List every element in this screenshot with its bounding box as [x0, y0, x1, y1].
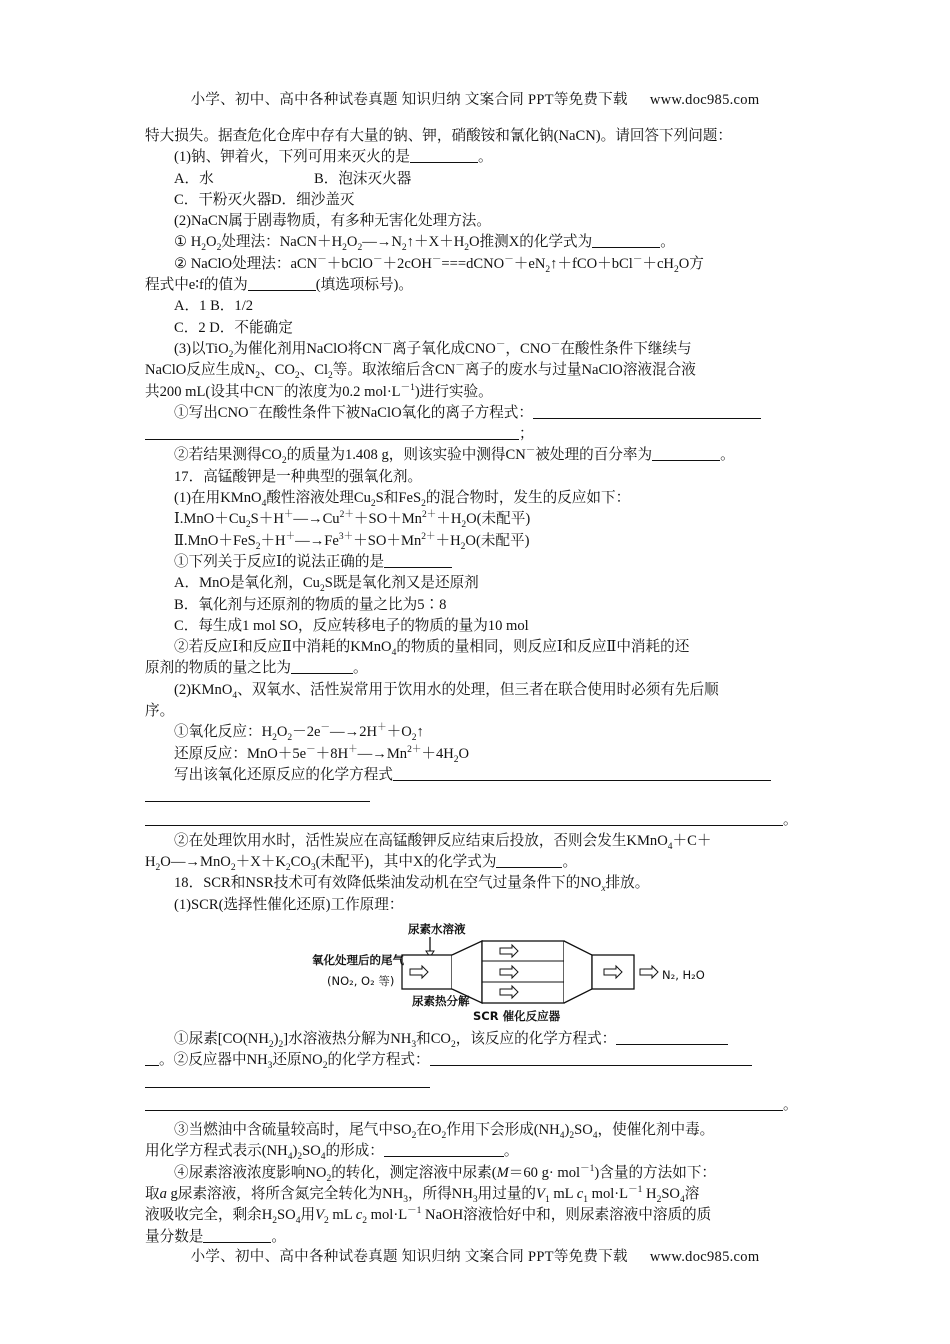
footer-site: www.doc985.com — [649, 1249, 760, 1265]
footer-text: 小学、初中、高中各种试卷真题 知识归纳 文案合同 PPT等免费下载 — [190, 1249, 628, 1265]
q16-part2-ratio: 程式中e∶f的值为 (填选项标号)。 — [145, 277, 413, 294]
q17-q2: ②若反应Ⅰ和反应Ⅱ中消耗的KMnO$_4$的物质的量相同，则反应Ⅰ和反应Ⅱ中消耗的还 — [174, 639, 690, 659]
q16-part3-line3: 共200 mL(设其中CN－的浓度为0.2 $mol\cdot L^{-1}$)进行实验。 — [145, 382, 493, 400]
q16-part2: (2)NaCN属于剧毒物质，有多种无害化处理方法。 — [174, 213, 491, 230]
exhaust-label: 氧化处理后的尾气 — [312, 952, 404, 967]
exhaust-composition-label: (NO₂, O₂ 等) — [327, 973, 395, 988]
q17-part2: (2)KMnO$_4$、双氧水、活性炭常用于饮用水的处理，但三者在联合使用时必须有先后顺 — [174, 681, 719, 701]
q17-q2-cont: 原剂的物质的量之比为 。 — [145, 660, 368, 677]
q16-part3-line2: NaClO反应生成$N_2$、$CO_2$、$Cl_2$等。取浓缩后含CN－离子的废水与过量NaClO溶液混合液 — [145, 361, 696, 382]
q17-write-eq-cont — [145, 786, 810, 807]
q18-q4-line2: 取a g尿素溶液，将所含氮完全转化为$NH_3$，所得$NH_3$用过量的$V_1$ mL $c_1$ $mol\cdot L^{-1}$ $H_2SO_4$溶 — [145, 1185, 700, 1205]
q18-title: 18．SCR和NSR技术可有效降低柴油发动机在空气过量条件下的$NO_x$排放。 — [174, 875, 650, 895]
answer-blank[interactable] — [393, 766, 771, 781]
q16-options-ab: A．水 B．泡沫灭火器 — [174, 170, 412, 187]
answer-blank[interactable] — [384, 1142, 504, 1157]
q18-q3: ③当燃油中含硫量较高时，尾气中$SO_2$在$O_2$作用下会形成$(NH_4)_2SO_4$，使催化剂中毒。 — [174, 1122, 715, 1142]
answer-blank[interactable] — [410, 148, 478, 163]
q18-q1-cont: 。②反应器中$NH_3$还原$NO_2$的化学方程式： — [145, 1050, 810, 1071]
q18-part1: (1)SCR(选择性催化还原)工作原理： — [174, 896, 404, 913]
q17-option-b: B．氧化剂与还原剂的物质的量之比为5∶8 — [174, 596, 447, 613]
q18-q2-cont — [145, 1072, 810, 1093]
q18-q2-cont2: 。 — [145, 1093, 810, 1116]
q18-q4-line3: 液吸收完全，剩余$H_2SO_4$用$V_2$ mL $c_2$ $mol\cdot L^{-1}$ NaOH溶液恰好中和，则尿素溶液中溶质的质 — [145, 1206, 712, 1227]
q17-write-eq-cont2: 。 — [145, 808, 810, 831]
q18-q4-line4: 量分数是 。 — [145, 1228, 286, 1245]
answer-blank[interactable] — [145, 1096, 783, 1111]
q17-option-a: A．MnO是氧化剂，$Cu_2S$既是氧化剂又是还原剂 — [174, 575, 479, 595]
q16-part3-a: ①写出CNO－在酸性条件下被NaClO氧化的离子方程式： — [145, 403, 810, 424]
q17-part2-cont: 序。 — [145, 703, 175, 720]
answer-blank[interactable] — [145, 1073, 430, 1088]
q16-part3-line1: (3)以TiO$_2$为催化剂用NaClO将CN－离子氧化成CNO－，CNO－在酸性条件下继续与 — [174, 340, 692, 360]
outlet-cone — [564, 941, 592, 1003]
urea-decomposition-label: 尿素热分解 — [412, 993, 470, 1008]
q17-reduction: 还原反应：$MnO+5e^-+8H^+―\to Mn^{2+}+4H_2O$ — [174, 744, 470, 765]
answer-blank[interactable] — [145, 425, 519, 440]
answer-blank[interactable] — [616, 1030, 728, 1045]
answer-blank[interactable] — [145, 811, 783, 826]
q16-options-cd: C．干粉灭火器D．细沙盖灭 — [174, 191, 355, 208]
q16-part3-b: ②若结果测得$CO_2$的质量为1.408 g，则该实验中测得CN－被处理的百分率为 。 — [174, 446, 735, 467]
q17-title: 17．高锰酸钾是一种典型的强氧化剂。 — [174, 468, 423, 485]
answer-blank[interactable] — [384, 553, 452, 568]
urea-solution-label: 尿素水溶液 — [408, 921, 466, 936]
q16-part3-a-cont: ； — [145, 424, 810, 445]
answer-blank[interactable] — [652, 446, 720, 461]
q18-q1: ①尿素$[CO(NH_2)_2]$水溶液热分解为$NH_3$和$CO_2$，该反应的化学方程式： — [145, 1029, 810, 1050]
q18-q3-cont: 用化学方程式表示$(NH_4)_2SO_4$的形成： 。 — [145, 1143, 519, 1163]
products-label: N₂, H₂O — [662, 967, 705, 982]
q17-part1: (1)在用KMnO$_4$酸性溶液处理$Cu_2S$和FeS$_2$的混合物时，发生的反应如下： — [174, 490, 631, 509]
header-text: 小学、初中、高中各种试卷真题 知识归纳 文案合同 PPT等免费下载 — [190, 92, 628, 108]
answer-blank[interactable] — [203, 1228, 271, 1243]
q17-q3: ②在处理饮用水时，活性炭应在高锰酸钾反应结束后投放，否则会发生KMnO$_4$＋C＋ — [174, 832, 712, 852]
q18-q4: ④尿素溶液浓度影响$NO_2$的转化，测定溶液中尿素(M＝60 g· mol$^{-1}$)含量的方法如下： — [174, 1163, 717, 1184]
answer-blank[interactable] — [145, 1051, 159, 1066]
q17-write-eq: 写出该氧化还原反应的化学方程式 — [145, 765, 810, 786]
q17-q1: ①下列关于反应Ⅰ的说法正确的是 — [145, 552, 810, 573]
q16-options-cd2: C．2 D．不能确定 — [174, 319, 293, 336]
q17-reaction1: $Ⅰ.MnO+Cu_2S+H^+―\to Cu^{2+}+SO+Mn^{2+}+H_2O$(未配平) — [174, 510, 531, 531]
answer-blank[interactable] — [592, 233, 660, 248]
q16-part2-naclo: ② NaClO处理法：$aCN^-+bClO^-+2cOH^-===dCNO^-+eN_2↑+fCO+bCl^-+cH_2O$方 — [174, 254, 704, 275]
answer-blank[interactable] — [533, 404, 761, 419]
q16-part1: (1)钠、钾着火，下列可用来灭火的是 。 — [174, 149, 493, 166]
q17-reaction2: $Ⅱ.MnO+FeS_2+H^+―\to Fe^{3+}+SO+Mn^{2+}+H_2O$(未配平) — [174, 531, 530, 552]
flow-arrow — [640, 966, 658, 978]
document-body — [145, 126, 810, 1248]
header-site: www.doc985.com — [649, 92, 760, 108]
q17-option-c: C．每生成1 mol SO，反应转移电子的物质的量为10 mol — [174, 617, 529, 634]
scr-reactor-label: SCR 催化反应器 — [473, 1008, 561, 1023]
q16-part2-h2o2: ① $H_2O_2$处理法：$NaCN+H_2O_2―\to N_2↑+X+H_2O$推测X的化学式为 。 — [174, 234, 675, 254]
answer-blank[interactable] — [291, 659, 353, 674]
answer-blank[interactable] — [430, 1051, 752, 1066]
answer-blank[interactable] — [248, 276, 316, 291]
answer-blank[interactable] — [145, 787, 370, 802]
q16-intro: 特大损失。据查危化仓库中存有大量的钠、钾，硝酸铵和氰化钠(NaCN)。请回答下列问题： — [145, 128, 732, 144]
q16-options-ab2: A．1 B．1/2 — [174, 298, 254, 315]
answer-blank[interactable] — [496, 853, 562, 868]
q17-oxidation: ①氧化反应：$H_2O_2-2e^-―\to 2H^++O_2↑$ — [174, 723, 424, 744]
page-footer — [0, 1245, 950, 1266]
page-header — [0, 88, 950, 109]
q17-q3-cont: $H_2O―\to MnO_2+X+K_2CO_3$(未配平)，其中X的化学式为 。 — [145, 854, 578, 873]
scr-diagram — [145, 919, 810, 1023]
reactor-body — [482, 941, 564, 1003]
